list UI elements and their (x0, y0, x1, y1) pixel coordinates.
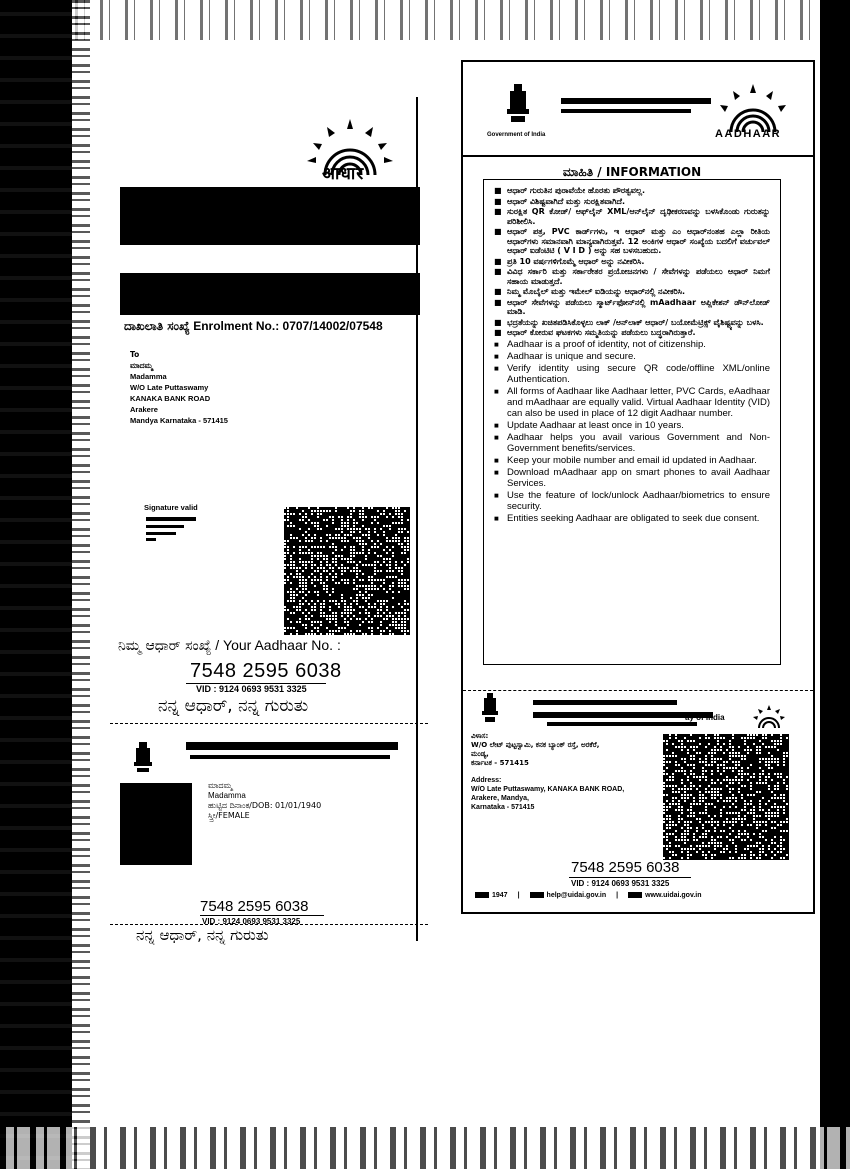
national-emblem-icon (503, 82, 533, 126)
information-box (483, 165, 781, 665)
list-item: ■ Aadhaar helps you avail various Government and Non-Government benefits/services. (494, 432, 770, 454)
card-header (463, 62, 813, 157)
list-item: ■ ಆಧಾರ್ ಕೋರುವ ಘಟಕಗಳು ಸಮ್ಮತಿಯನ್ನು ಪಡೆಯಲು ಬದ್ಧರಾಗಿರುತ್ತಾರೆ. (494, 328, 770, 338)
list-item: ■ ಆಧಾರ್ ಗುರುತಿನ ಪುರಾವೆಯೇ ಹೊರತು ಪೌರತ್ವವಲ್ಲ. (494, 186, 770, 196)
cut-line (463, 690, 813, 691)
divider (569, 877, 691, 878)
redacted-band (186, 742, 398, 750)
cut-line (110, 924, 428, 925)
list-item: ■ ಪ್ರತಿ 10 ವರ್ಷಗಳಿಗೊಮ್ಮೆ ಆಧಾರ್ ಅನ್ನು ನವೀಕರಿಸಿ. (494, 257, 770, 267)
tagline: ನನ್ನ ಆಧಾರ್, ನನ್ನ ಗುರುತು (136, 926, 269, 944)
aadhaar-letter-right (461, 60, 815, 914)
vid-number: VID : 9124 0693 9531 3325 (202, 917, 301, 926)
scan-noise-top (0, 0, 850, 40)
list-item: ■ Keep your mobile number and email id updated in Aadhaar. (494, 455, 770, 466)
redacted-band (547, 722, 697, 726)
email-contact: help@uidai.gov.in (530, 892, 607, 899)
list-item: ■ Update Aadhaar at least once in 10 years. (494, 420, 770, 431)
globe-icon (628, 892, 642, 898)
list-item: ■ Download mAadhaar app on smart phones to avail Aadhaar Services. (494, 467, 770, 489)
list-item: ■ ವಿವಿಧ ಸರ್ಕಾರಿ ಮತ್ತು ಸರ್ಕಾರೇತರ ಪ್ರಯೋಜನಗಳು / ಸೇವೆಗಳನ್ನು ಪಡೆಯಲು ಆಧಾರ್ ನಿಮಗೆ ಸಹಾಯ ಮಾಡುತ್ತದೆ. (494, 267, 770, 286)
redacted-band (120, 273, 420, 315)
aadhaar-letter-left (110, 97, 418, 944)
government-of-india-label: ay of India (685, 713, 725, 722)
scan-shadow-right (820, 0, 850, 1169)
phone-contact: 1947 (475, 892, 508, 899)
redacted-band (561, 109, 691, 113)
qr-code-icon (284, 507, 410, 635)
aadhaar-number: 7548 2595 6038 (571, 859, 680, 876)
scan-shadow-left (0, 0, 72, 1169)
mail-icon (530, 892, 544, 898)
list-item: ■ ಆಧಾರ್ ಪತ್ರ, PVC ಕಾರ್ಡ್‌ಗಳು, ಇ ಆಧಾರ್ ಮತ್ತು ಎಂ ಆಧಾರ್‌ನಂತಹ ಎಲ್ಲಾ ರೀತಿಯ ಆಧಾರ್‌ಗಳು ಸಮಾನವಾಗಿ ಮಾನ್ಯವಾಗಿರುತ್ತವೆ. 12 ಅಂಕಿಗಳ ಆಧಾರ್ ಸಂಖ್ಯೆಯ ಬದಲಿಗೆ ವರ್ಚುವಲ್ ಆಧಾರ್ ಐಡೆಂಟಿಟಿ ( V I D ) ಅನ್ನು ಸಹ ಬಳಸಬಹುದು. (494, 227, 770, 256)
vid-number: VID : 9124 0693 9531 3325 (196, 684, 307, 694)
list-item: ■ Use the feature of lock/unlock Aadhaar/biometrics to ensure security. (494, 490, 770, 512)
address-block: ವಿಳಾಸ: W/O ಲೇಟ್ ಪುಟ್ಟಸ್ವಾಮಿ, ಕನಕ ಬ್ಯಾಂಕ್ ರಸ್ತೆ, ಅರಕೆರೆ, ಮಂಡ್ಯ, ಕರ್ನಾಟಕ - 571415 Address: W/O Late Puttaswamy, KANAKA BANK ROAD, Arakere, Mandya, Karnataka - 571415 (471, 732, 625, 811)
aadhaar-logo-text: आधार (322, 164, 365, 183)
vid-number: VID : 9124 0693 9531 3325 (571, 879, 670, 888)
your-aadhaar-no-label: ನಿಮ್ಮ ಆಧಾರ್ ಸಂಖ್ಯೆ / Your Aadhaar No. : (118, 637, 341, 654)
card-holder-details: ಮಾದಮ್ಮ Madamma ಹುಟ್ಟಿದ ದಿನಾಂಕ/DOB: 01/01/1940 ಸ್ತ್ರೀ/FEMALE (208, 781, 322, 820)
card-footer (475, 892, 805, 899)
government-of-india-label: Government of India (487, 132, 546, 138)
list-item: ■ ನಿಮ್ಮ ಮೊಬೈಲ್ ಮತ್ತು ಇಮೇಲ್ ಐಡಿಯನ್ನು ಆಧಾರ್‌ನಲ್ಲಿ ನವೀಕರಿಸಿ. (494, 287, 770, 297)
signature-block: Signature valid (144, 503, 200, 546)
phone-icon (475, 892, 489, 898)
recipient-address: To ಮಾದಮ್ಮ Madamma W/O Late Puttaswamy KANAKA BANK ROAD Arakere Mandya Karnataka - 571415 (130, 350, 228, 425)
aadhaar-logo-text: AADHAAR (715, 128, 782, 140)
redacted-band (533, 700, 677, 705)
redacted-band (120, 187, 420, 245)
aadhaar-number: 7548 2595 6038 (190, 660, 342, 682)
information-list (494, 186, 770, 525)
list-item: ■ Entities seeking Aadhaar are obligated to seek due consent. (494, 513, 770, 524)
aadhaar-number: 7548 2595 6038 (200, 898, 309, 915)
separator: | (517, 892, 520, 899)
national-emblem-icon (479, 692, 501, 724)
photo-redacted (120, 783, 192, 865)
redacted-band (190, 755, 390, 759)
aadhaar-sun-logo-icon (751, 704, 787, 730)
separator: | (616, 892, 619, 899)
redacted-band (561, 98, 711, 104)
information-title: ಮಾಹಿತಿ / INFORMATION (562, 165, 702, 179)
list-item: ■ Verify identity using secure QR code/offline XML/online Authentication. (494, 363, 770, 385)
tagline: ನನ್ನ ಆಧಾರ್, ನನ್ನ ಗುರುತು (158, 696, 309, 716)
list-item: ■ ಭದ್ರತೆಯನ್ನು ಖಚಿತಪಡಿಸಿಕೊಳ್ಳಲು ಲಾಕ್ /ಅನ್‌ಲಾಕ್ ಆಧಾರ್/ ಬಯೋಮೆಟ್ರಿಕ್ಸ್ ವೈಶಿಷ್ಟ್ಯವನ್ನು ಬಳಸಿ. (494, 318, 770, 328)
web-contact: www.uidai.gov.in (628, 892, 701, 899)
cut-line (110, 723, 428, 724)
signature-stamp-icon (144, 513, 200, 543)
list-item: ■ ಆಧಾರ್ ವಿಶಿಷ್ಟವಾಗಿದೆ ಮತ್ತು ಸುರಕ್ಷಿತವಾಗಿದೆ. (494, 197, 770, 207)
divider (200, 915, 324, 916)
national-emblem-icon (130, 740, 156, 774)
scan-noise-bottom (0, 1127, 850, 1169)
qr-code-icon (663, 734, 789, 860)
list-item: ■ Aadhaar is unique and secure. (494, 351, 770, 362)
list-item: ■ All forms of Aadhaar like Aadhaar letter, PVC Cards, eAadhaar and mAadhaar are equally valid. Virtual Aadhaar Identity (VID) can also be used in place of 12 digit Aadhaar number. (494, 386, 770, 419)
enrolment-number: ದಾಖಲಾತಿ ಸಂಖ್ಯೆ Enrolment No.: 0707/14002/07548 (124, 319, 383, 333)
list-item: ■ ಆಧಾರ್ ಸೇವೆಗಳನ್ನು ಪಡೆಯಲು ಸ್ಮಾರ್ಟ್‌ಫೋನ್‌ನಲ್ಲಿ mAadhaar ಅಪ್ಲಿಕೇಶನ್ ಡೌನ್‌ಲೋಡ್ ಮಾಡಿ. (494, 298, 770, 317)
list-item: ■ ಸುರಕ್ಷಿತ QR ಕೋಡ್/ ಆಫ್‌ಲೈನ್ XML/ಆನ್‌ಲೈನ್ ದೃಢೀಕರಣವನ್ನು ಬಳಸಿಕೊಂಡು ಗುರುತನ್ನು ಪರಿಶೀಲಿಸಿ. (494, 207, 770, 226)
list-item: ■ Aadhaar is a proof of identity, not of citizenship. (494, 339, 770, 350)
